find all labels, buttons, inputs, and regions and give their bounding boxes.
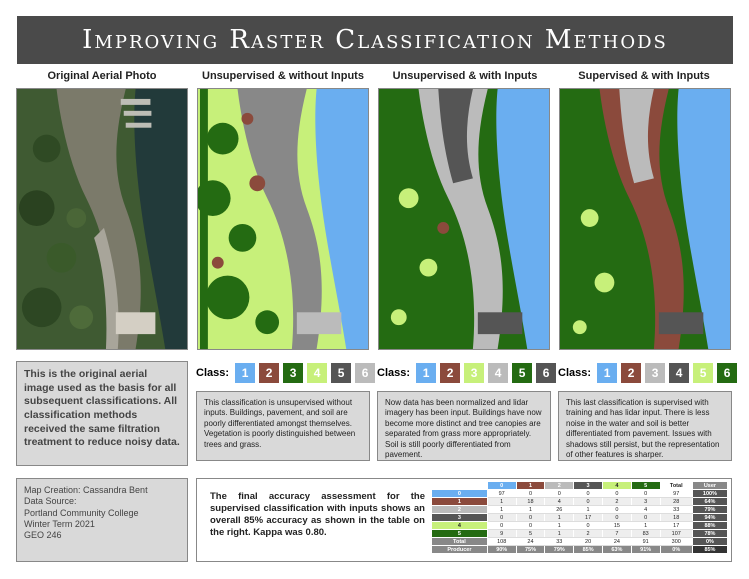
table-cell: 300 — [660, 538, 692, 546]
legend-swatch: 4 — [669, 363, 689, 383]
table-header-cell: 5 — [631, 482, 660, 490]
table-cell: 90% — [487, 546, 516, 554]
table-cell: 20 — [574, 538, 603, 546]
legend-swatch: 4 — [307, 363, 327, 383]
table-header-cell: Total — [660, 482, 692, 490]
table-cell: 0 — [602, 506, 631, 514]
legend-swatch: 6 — [536, 363, 556, 383]
table-cell: 0 — [516, 514, 545, 522]
legend-swatch: 5 — [693, 363, 713, 383]
table-cell: 75% — [516, 546, 545, 554]
table-cell: 18 — [660, 514, 692, 522]
table-row — [432, 538, 728, 546]
description-original: This is the original aerial image used as the basis for all subsequent classifications. All classification methods received the same filtration treatment to reduce noisy data. — [16, 361, 188, 466]
legend-swatch: 3 — [464, 363, 484, 383]
table-cell: 1 — [545, 514, 574, 522]
table-cell: 0 — [487, 514, 516, 522]
table-header-cell: 4 — [602, 482, 631, 490]
table-cell: 1 — [631, 522, 660, 530]
legend-swatch: 2 — [259, 363, 279, 383]
table-cell: 0 — [602, 490, 631, 498]
heading-sup-inputs: Supervised & with Inputs — [578, 70, 710, 82]
heading-original: Original Aerial Photo — [47, 70, 157, 82]
table-cell: 100% — [692, 490, 727, 498]
table-cell: 97 — [660, 490, 692, 498]
table-cell: 1 — [432, 498, 488, 506]
table-header-cell: 0 — [487, 482, 516, 490]
table-cell: 4 — [631, 506, 660, 514]
poster-title: Improving Raster Classification Methods — [17, 16, 733, 64]
table-cell: 64% — [692, 498, 727, 506]
legend-swatch: 1 — [597, 363, 617, 383]
table-cell: 7 — [602, 530, 631, 538]
credit-line: Map Creation: Cassandra Bent — [24, 485, 148, 495]
table-cell: 2 — [602, 498, 631, 506]
table-cell: 33 — [660, 506, 692, 514]
table-cell: 0 — [516, 490, 545, 498]
class-label: Class: — [196, 367, 230, 379]
table-cell: 1 — [574, 506, 603, 514]
table-cell: 107 — [660, 530, 692, 538]
table-cell: 78% — [692, 530, 727, 538]
classification-unsup-no-inputs — [197, 88, 369, 350]
table-cell: 63% — [602, 546, 631, 554]
table-row — [432, 546, 728, 554]
credit-line: Portland Community College — [24, 507, 139, 518]
table-cell: 0% — [660, 546, 692, 554]
legend-swatch: 1 — [235, 363, 255, 383]
table-cell: 3 — [432, 514, 488, 522]
legend-swatch: 1 — [416, 363, 436, 383]
legend-swatch: 3 — [645, 363, 665, 383]
table-cell: 2 — [432, 506, 488, 514]
legend-unsup-no-inputs — [196, 362, 375, 384]
legend-swatch: 6 — [355, 363, 375, 383]
table-cell: 4 — [545, 498, 574, 506]
description-unsup-no-inputs: This classification is unsupervised without inputs. Buildings, pavement, and soil are poorly differentiated amongst themselves. Vegetation is poorly distinguished between trees and grass. — [196, 391, 370, 461]
legend-swatch: 5 — [331, 363, 351, 383]
table-cell: 1 — [545, 530, 574, 538]
table-cell: 79% — [545, 546, 574, 554]
legend-swatch: 6 — [717, 363, 737, 383]
table-cell: 108 — [487, 538, 516, 546]
table-cell: 5 — [432, 530, 488, 538]
table-cell: 94% — [692, 514, 727, 522]
table-cell: 15 — [602, 522, 631, 530]
class-label: Class: — [558, 367, 592, 379]
table-cell: Producer — [432, 546, 488, 554]
table-cell: 85% — [574, 546, 603, 554]
table-header-cell: 3 — [574, 482, 603, 490]
table-header-cell: 2 — [545, 482, 574, 490]
table-cell: 85% — [692, 546, 727, 554]
legend-unsup-inputs — [377, 362, 556, 384]
class-label: Class: — [377, 367, 411, 379]
table-header-cell — [432, 482, 488, 490]
table-cell: 0 — [574, 498, 603, 506]
table-cell: 2 — [574, 530, 603, 538]
legend-swatch: 2 — [440, 363, 460, 383]
table-cell: 33 — [545, 538, 574, 546]
classification-sup-inputs — [559, 88, 731, 350]
table-cell: 97 — [487, 490, 516, 498]
table-cell: 4 — [432, 522, 488, 530]
table-cell: 5 — [516, 530, 545, 538]
table-cell: 0 — [487, 522, 516, 530]
table-cell: 17 — [574, 514, 603, 522]
table-row — [432, 506, 728, 514]
table-cell: 0 — [631, 490, 660, 498]
table-cell: 9 — [487, 530, 516, 538]
accuracy-text: The final accuracy assessment for the supervised classification with inputs shows an overall 85% accuracy as shown in the table on the right. Kappa was 0.80. — [210, 491, 425, 538]
aerial-photo — [16, 88, 188, 350]
legend-swatch: 2 — [621, 363, 641, 383]
table-row — [432, 530, 728, 538]
table-row — [432, 490, 728, 498]
table-cell: 1 — [545, 522, 574, 530]
credit-line: Data Source: — [24, 496, 77, 507]
table-header-cell: 1 — [516, 482, 545, 490]
table-cell: 1 — [516, 506, 545, 514]
accuracy-table — [431, 481, 728, 554]
table-cell: 1 — [487, 506, 516, 514]
table-cell: 0 — [432, 490, 488, 498]
heading-unsup-no-inputs: Unsupervised & without Inputs — [202, 70, 364, 82]
credit-line: Winter Term 2021 — [24, 518, 95, 529]
table-cell: 88% — [692, 522, 727, 530]
table-cell: 3 — [631, 498, 660, 506]
table-cell: Total — [432, 538, 488, 546]
table-cell: 79% — [692, 506, 727, 514]
table-row — [432, 514, 728, 522]
table-cell: 0 — [574, 490, 603, 498]
table-cell: 18 — [516, 498, 545, 506]
table-cell: 0 — [516, 522, 545, 530]
legend-swatch: 4 — [488, 363, 508, 383]
description-sup-inputs: This last classification is supervised with training and has lidar input. There is less noise in the water and soil is better differentiated from pavement. Issues with shadows still persist, but the representation of other features is sharper. — [558, 391, 732, 461]
description-unsup-inputs: Now data has been normalized and lidar imagery has been input. Buildings have now become more distinct and tree canopies are separated from grass more appropriately. Soil is still poorly differentiated from pavement. — [377, 391, 551, 461]
table-cell: 91 — [631, 538, 660, 546]
classification-unsup-inputs — [378, 88, 550, 350]
table-cell: 1 — [487, 498, 516, 506]
table-cell: 28 — [660, 498, 692, 506]
table-header-cell: User — [692, 482, 727, 490]
table-row — [432, 498, 728, 506]
table-row — [432, 522, 728, 530]
heading-unsup-inputs: Unsupervised & with Inputs — [392, 70, 538, 82]
table-cell: 0% — [692, 538, 727, 546]
table-cell: 17 — [660, 522, 692, 530]
legend-swatch: 5 — [512, 363, 532, 383]
table-header-row — [432, 482, 728, 490]
table-cell: 26 — [545, 506, 574, 514]
table-cell: 24 — [602, 538, 631, 546]
table-cell: 0 — [631, 514, 660, 522]
credits-box — [16, 478, 188, 562]
legend-swatch: 3 — [283, 363, 303, 383]
table-cell: 0 — [545, 490, 574, 498]
table-cell: 91% — [631, 546, 660, 554]
table-cell: 24 — [516, 538, 545, 546]
credit-line: GEO 246 — [24, 530, 62, 540]
table-cell: 0 — [602, 514, 631, 522]
table-cell: 83 — [631, 530, 660, 538]
table-cell: 0 — [574, 522, 603, 530]
legend-sup-inputs — [558, 362, 737, 384]
